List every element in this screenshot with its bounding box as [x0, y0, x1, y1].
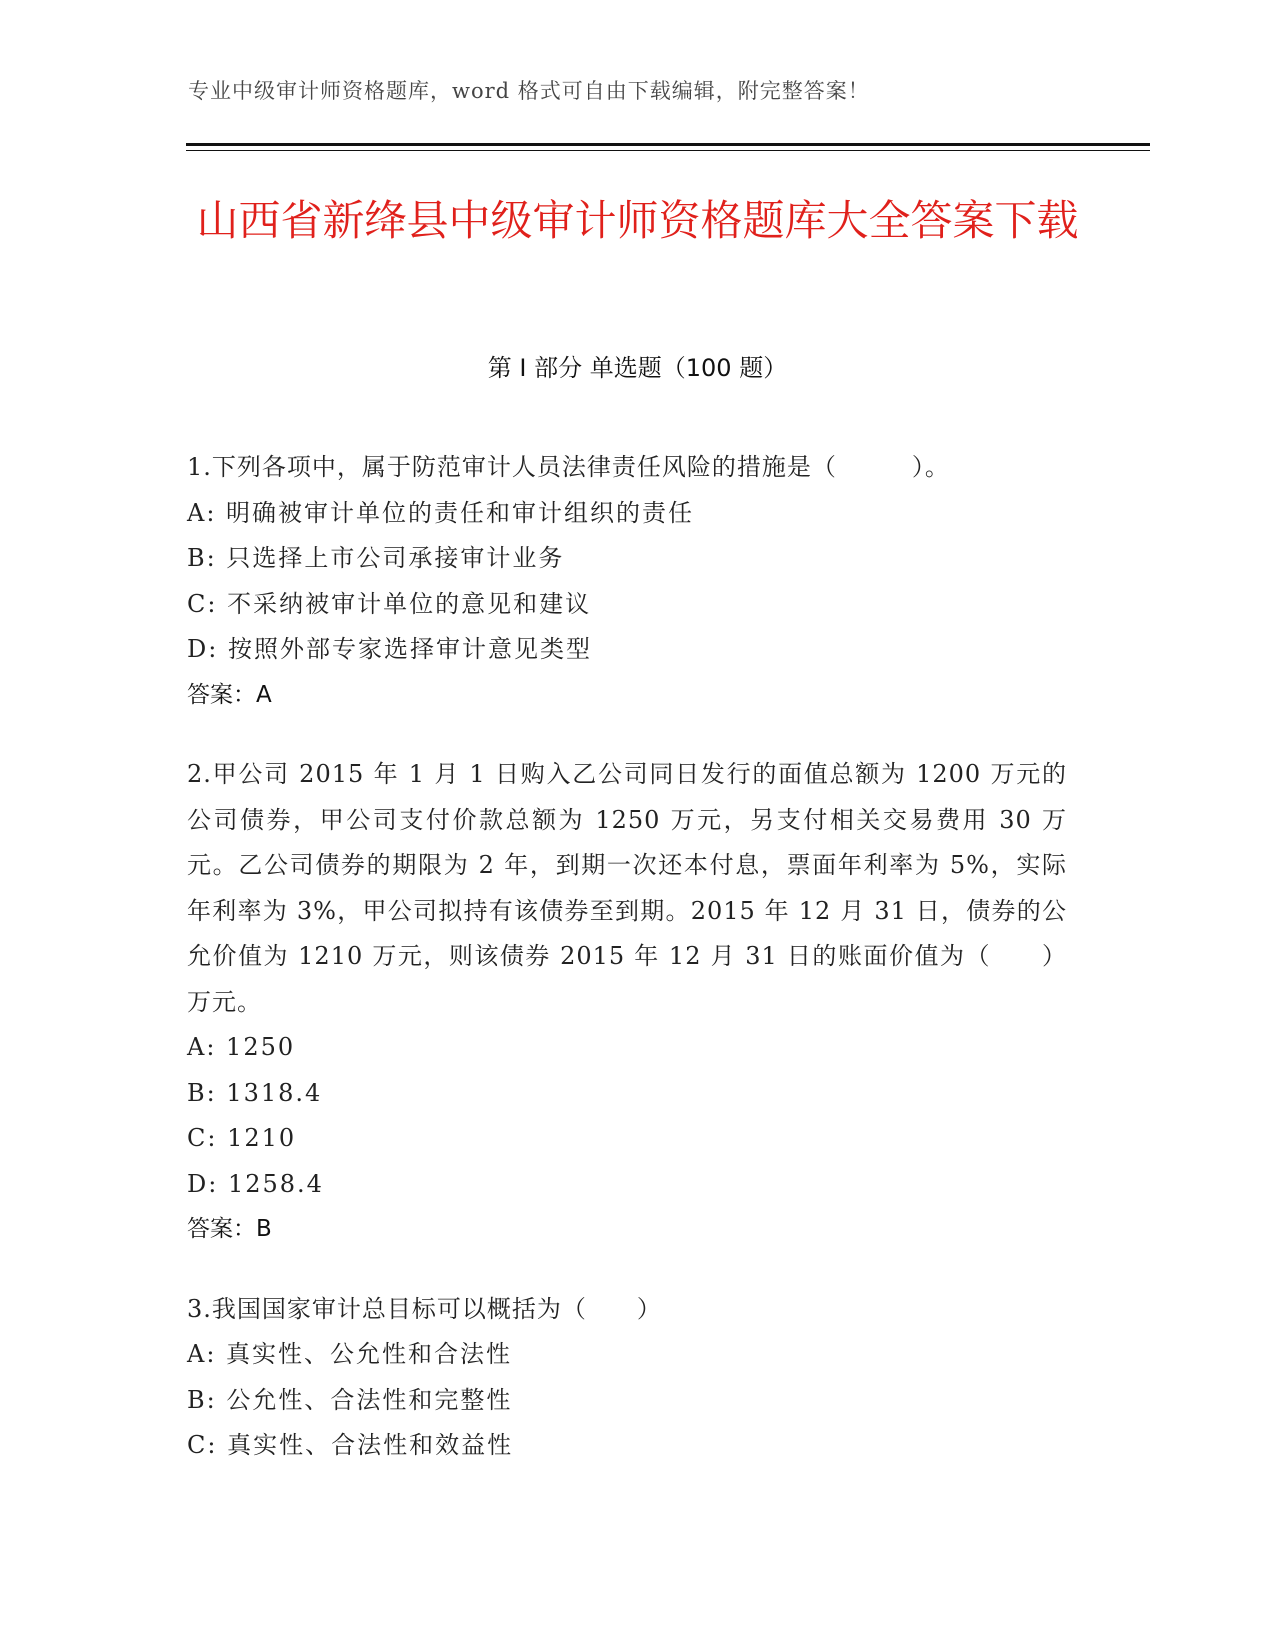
- option-b: B: 公允性、合法性和完整性: [187, 1385, 513, 1414]
- option-c: C: 1210: [187, 1124, 297, 1152]
- option-a: A: 1250: [187, 1033, 296, 1061]
- question-2: [187, 752, 1067, 1253]
- header-rule-thick: [186, 143, 1150, 146]
- option-b: B: 只选择上市公司承接审计业务: [187, 544, 565, 572]
- document-title: 山西省新绛县中级审计师资格题库大全答案下载: [196, 196, 1079, 245]
- question-text: 2.甲公司 2015 年 1 月 1 日购入乙公司同日发行的面值总额为 1200 万元的公司债券，甲公司支付价款总额为 1250 万元，另支付相关交易费用 30 万元。乙公司债券的期限为 2 年，到期一次还本付息，票面年利率为 5%，实际年利率为 3%，甲公司拟持有该债券至到期。2015 年 12 月 31 日，债券的公允价值为 1210 万元，则该债券 2015 年 12 月 31 日的账面价值为（ ）万元。: [187, 760, 1067, 1016]
- option-c: C: 不采纳被审计单位的意见和建议: [187, 589, 592, 618]
- answer-line: 答案：A: [187, 681, 272, 708]
- header-rule-thin: [186, 150, 1150, 151]
- option-b: B: 1318.4: [187, 1078, 323, 1107]
- option-d: D: 按照外部专家选择审计意见类型: [187, 635, 592, 663]
- question-list: [187, 445, 1067, 1503]
- question-text: 1.下列各项中，属于防范审计人员法律责任风险的措施是（ ）。: [187, 453, 950, 481]
- question-text: 3.我国国家审计总目标可以概括为（ ）: [187, 1294, 662, 1323]
- question-1: [187, 445, 1067, 718]
- answer-line: 答案：B: [187, 1216, 272, 1242]
- question-3: [187, 1287, 1067, 1469]
- header-note: 专业中级审计师资格题库，word 格式可自由下载编辑，附完整答案！: [188, 79, 870, 103]
- option-d: D: 1258.4: [187, 1169, 324, 1198]
- option-a: A: 真实性、公允性和合法性: [187, 1340, 513, 1368]
- option-a: A: 明确被审计单位的责任和审计组织的责任: [187, 498, 695, 527]
- option-c: C: 真实性、合法性和效益性: [187, 1431, 514, 1459]
- section-title: 第 I 部分 单选题（100 题）: [487, 354, 788, 382]
